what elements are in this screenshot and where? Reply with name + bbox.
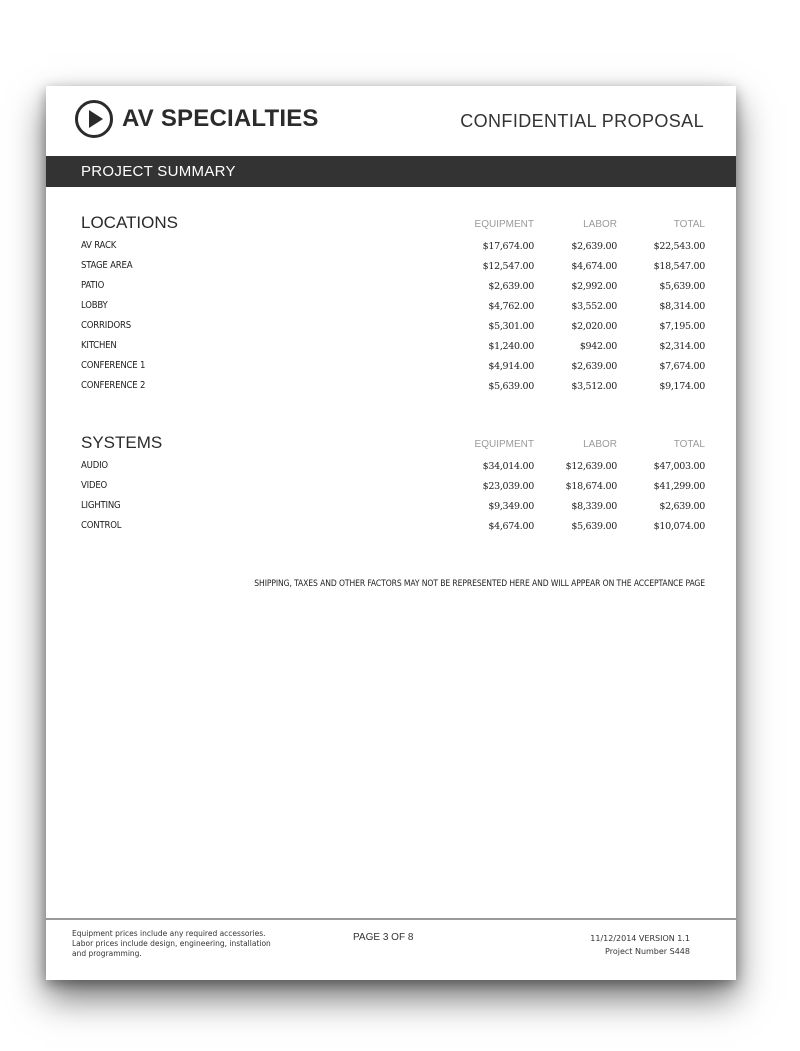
footer-note-line: Labor prices include design, engineering, installation — [72, 939, 271, 948]
document-type: CONFIDENTIAL PROPOSAL — [460, 111, 704, 131]
col-equipment-header: EQUIPMENT — [474, 439, 534, 450]
date-version: 11/12/2014 VERSION 1.1 — [590, 934, 690, 943]
row-total: $41,299.00 — [653, 481, 705, 492]
col-labor-header: LABOR — [583, 219, 617, 230]
row-equipment: $12,547.00 — [482, 261, 534, 272]
row-name: CONTROL — [81, 520, 122, 531]
row-name: AUDIO — [81, 460, 108, 471]
shipping-notice: SHIPPING, TAXES AND OTHER FACTORS MAY NOT BE REPRESENTED HERE AND WILL APPEAR ON THE ACCEPTANCE PAGE — [254, 579, 705, 589]
row-labor: $2,639.00 — [571, 361, 617, 372]
table-row — [81, 280, 705, 300]
play-circle-icon — [74, 99, 114, 139]
row-equipment: $4,762.00 — [488, 301, 534, 312]
col-total-header: TOTAL — [673, 219, 705, 230]
row-labor: $3,552.00 — [571, 301, 617, 312]
table-row — [81, 340, 705, 360]
row-total: $9,174.00 — [659, 381, 705, 392]
row-equipment: $9,349.00 — [488, 501, 534, 512]
row-name: CONFERENCE 2 — [81, 380, 146, 391]
row-total: $7,195.00 — [659, 321, 705, 332]
row-total: $22,543.00 — [653, 241, 705, 252]
footer-note-line: Equipment prices include any required accessories. — [72, 929, 266, 938]
row-name: PATIO — [81, 280, 105, 291]
col-equipment-header: EQUIPMENT — [474, 219, 534, 230]
row-name: CONFERENCE 1 — [81, 360, 146, 371]
table-row — [81, 240, 705, 260]
row-total: $10,074.00 — [653, 521, 705, 532]
footer-divider — [46, 918, 736, 920]
row-labor: $2,992.00 — [571, 281, 617, 292]
footer-notes — [72, 929, 292, 959]
row-name: CORRIDORS — [81, 320, 131, 331]
footer-version-info — [590, 932, 690, 958]
row-name: KITCHEN — [81, 340, 117, 351]
row-name: STAGE AREA — [81, 260, 133, 271]
row-labor: $4,674.00 — [571, 261, 617, 272]
banner-title: PROJECT SUMMARY — [81, 163, 236, 180]
locations-table — [81, 213, 705, 403]
col-labor-header: LABOR — [583, 439, 617, 450]
locations-title: LOCATIONS — [81, 213, 178, 232]
row-total: $2,639.00 — [659, 501, 705, 512]
systems-table — [81, 433, 705, 543]
table-row — [81, 360, 705, 380]
table-row — [81, 380, 705, 400]
row-equipment: $34,014.00 — [482, 461, 534, 472]
row-labor: $12,639.00 — [565, 461, 617, 472]
row-total: $7,674.00 — [659, 361, 705, 372]
table-row — [81, 320, 705, 340]
row-total: $47,003.00 — [653, 461, 705, 472]
table-row — [81, 520, 705, 540]
row-equipment: $17,674.00 — [482, 241, 534, 252]
footer-note-line: and programming. — [72, 949, 142, 958]
row-labor: $2,020.00 — [571, 321, 617, 332]
col-total-header: TOTAL — [673, 439, 705, 450]
table-row — [81, 500, 705, 520]
proposal-page — [46, 86, 736, 980]
table-row — [81, 260, 705, 280]
table-row — [81, 480, 705, 500]
project-number: Project Number S448 — [605, 947, 690, 956]
row-equipment: $2,639.00 — [488, 281, 534, 292]
row-labor: $942.00 — [579, 341, 617, 352]
row-name: LOBBY — [81, 300, 108, 311]
row-labor: $8,339.00 — [571, 501, 617, 512]
row-labor: $18,674.00 — [565, 481, 617, 492]
page-number: PAGE 3 OF 8 — [353, 932, 414, 943]
table-row — [81, 460, 705, 480]
row-equipment: $5,639.00 — [488, 381, 534, 392]
row-equipment: $5,301.00 — [488, 321, 534, 332]
row-total: $18,547.00 — [653, 261, 705, 272]
row-equipment: $23,039.00 — [482, 481, 534, 492]
row-name: LIGHTING — [81, 500, 121, 511]
row-total: $5,639.00 — [659, 281, 705, 292]
row-equipment: $4,674.00 — [488, 521, 534, 532]
brand-name: AV SPECIALTIES — [122, 105, 319, 132]
row-name: VIDEO — [81, 480, 108, 491]
row-equipment: $1,240.00 — [488, 341, 534, 352]
row-total: $2,314.00 — [659, 341, 705, 352]
table-row — [81, 300, 705, 320]
row-labor: $5,639.00 — [571, 521, 617, 532]
systems-title: SYSTEMS — [81, 433, 163, 452]
row-name: AV RACK — [81, 240, 117, 251]
row-labor: $2,639.00 — [571, 241, 617, 252]
row-total: $8,314.00 — [659, 301, 705, 312]
row-labor: $3,512.00 — [571, 381, 617, 392]
row-equipment: $4,914.00 — [488, 361, 534, 372]
section-banner — [46, 156, 736, 187]
